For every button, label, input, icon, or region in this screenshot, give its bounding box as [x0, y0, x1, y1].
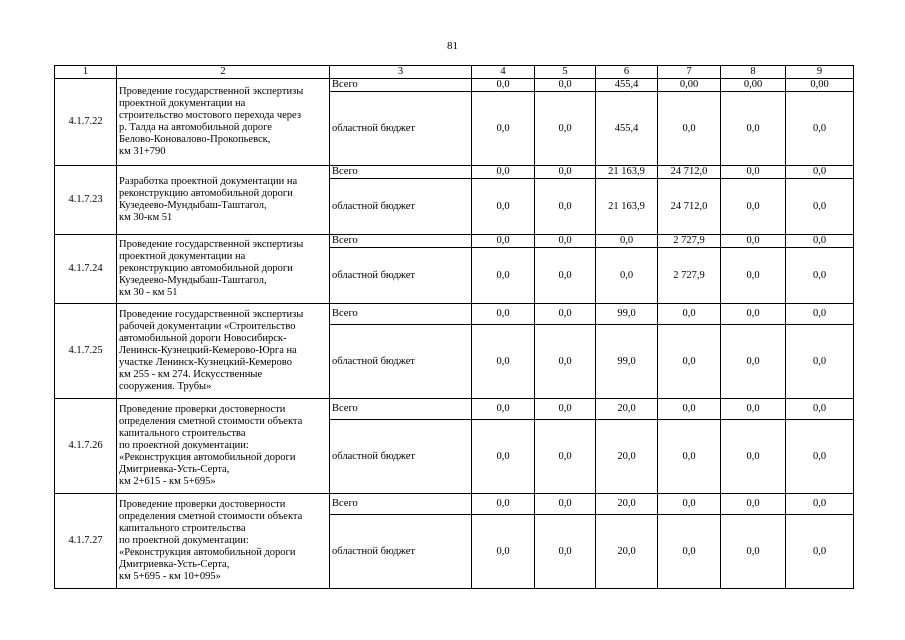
- column-header: 7: [658, 66, 721, 79]
- value-cell: 24 712,0: [658, 166, 721, 179]
- value-cell: 20,0: [596, 420, 658, 494]
- description-line: км 30-км 51: [119, 212, 173, 223]
- value-cell: 0,0: [721, 420, 786, 494]
- value-cell: 0,0: [658, 399, 721, 420]
- description-line: реконструкцию автомобильной дороги: [119, 263, 293, 274]
- value-cell: 0,0: [472, 515, 535, 589]
- description-line: км 5+695 - км 10+095»: [119, 571, 221, 582]
- value-cell: 0,0: [472, 79, 535, 92]
- value-cell: 0,0: [786, 399, 854, 420]
- description-line: Кузедеево-Мундыбаш-Таштагол,: [119, 275, 267, 286]
- value-cell: 0,0: [721, 399, 786, 420]
- column-header: 3: [330, 66, 472, 79]
- value-cell: 0,0: [721, 248, 786, 304]
- column-header: 2: [117, 66, 330, 79]
- description-line: проектной документации на: [119, 251, 246, 262]
- funding-source: областной бюджет: [330, 420, 472, 494]
- description-line: по проектной документации:: [119, 440, 249, 451]
- description-line: определения сметной стоимости объекта: [119, 511, 303, 522]
- funding-source: областной бюджет: [330, 515, 472, 589]
- value-cell: 0,0: [721, 92, 786, 166]
- value-cell: 0,0: [786, 420, 854, 494]
- item-code: 4.1.7.22: [55, 79, 117, 166]
- description-line: участке Ленинск-Кузнецкий-Кемерово: [119, 357, 292, 368]
- description-line: Дмитриевка-Усть-Серта,: [119, 464, 230, 475]
- value-cell: 0,0: [472, 179, 535, 235]
- value-cell: 0,0: [721, 166, 786, 179]
- value-cell: 0,0: [658, 494, 721, 515]
- value-cell: 455,4: [596, 92, 658, 166]
- description-line: р. Талда на автомобильной дороге: [119, 122, 272, 133]
- funding-source: Всего: [330, 304, 472, 325]
- description-line: капитального строительства: [119, 428, 246, 439]
- value-cell: 0,00: [721, 79, 786, 92]
- value-cell: 0,0: [535, 179, 596, 235]
- value-cell: 0,0: [721, 494, 786, 515]
- description-line: сооружения. Трубы»: [119, 381, 212, 392]
- value-cell: 0,0: [721, 515, 786, 589]
- value-cell: 0,0: [472, 420, 535, 494]
- funding-source: областной бюджет: [330, 179, 472, 235]
- item-description: [117, 494, 330, 589]
- item-code: 4.1.7.27: [55, 494, 117, 589]
- column-header: 8: [721, 66, 786, 79]
- description-line: «Реконструкция автомобильной дороги: [119, 547, 296, 558]
- description-line: Разработка проектной документации на: [119, 176, 298, 187]
- value-cell: 455,4: [596, 79, 658, 92]
- value-cell: 0,0: [472, 325, 535, 399]
- description-line: км 31+790: [119, 146, 166, 157]
- funding-source: областной бюджет: [330, 248, 472, 304]
- description-line: Проведение государственной экспертизы: [119, 86, 304, 97]
- value-cell: 0,0: [472, 92, 535, 166]
- funding-source: областной бюджет: [330, 92, 472, 166]
- description-line: «Реконструкция автомобильной дороги: [119, 452, 296, 463]
- page-number: 81: [447, 40, 458, 52]
- description-line: определения сметной стоимости объекта: [119, 416, 303, 427]
- item-description: [117, 304, 330, 399]
- description-line: Дмитриевка-Усть-Серта,: [119, 559, 230, 570]
- value-cell: 20,0: [596, 494, 658, 515]
- column-header: 6: [596, 66, 658, 79]
- value-cell: 0,0: [535, 248, 596, 304]
- funding-source: Всего: [330, 494, 472, 515]
- value-cell: 21 163,9: [596, 166, 658, 179]
- value-cell: 0,00: [786, 79, 854, 92]
- value-cell: 0,0: [721, 235, 786, 248]
- value-cell: 20,0: [596, 515, 658, 589]
- value-cell: 0,0: [786, 166, 854, 179]
- value-cell: 0,0: [535, 166, 596, 179]
- value-cell: 0,0: [658, 325, 721, 399]
- description-line: км 255 - км 274. Искусственные: [119, 369, 263, 380]
- value-cell: 0,00: [658, 79, 721, 92]
- funding-source: Всего: [330, 166, 472, 179]
- description-line: по проектной документации:: [119, 535, 249, 546]
- value-cell: 0,0: [721, 304, 786, 325]
- item-description: [117, 79, 330, 166]
- description-line: Проведение государственной экспертизы: [119, 309, 304, 320]
- value-cell: 0,0: [596, 248, 658, 304]
- value-cell: 0,0: [786, 304, 854, 325]
- funding-source: Всего: [330, 79, 472, 92]
- value-cell: 0,0: [658, 515, 721, 589]
- value-cell: 0,0: [535, 92, 596, 166]
- description-line: проектной документации на: [119, 98, 246, 109]
- description-line: Кузедеево-Мундыбаш-Таштагол,: [119, 200, 267, 211]
- table-row: [55, 166, 854, 179]
- value-cell: 0,0: [472, 235, 535, 248]
- value-cell: 0,0: [596, 235, 658, 248]
- value-cell: 0,0: [535, 235, 596, 248]
- value-cell: 0,0: [472, 399, 535, 420]
- value-cell: 99,0: [596, 304, 658, 325]
- value-cell: 0,0: [472, 248, 535, 304]
- column-header: 4: [472, 66, 535, 79]
- value-cell: 0,0: [786, 179, 854, 235]
- item-description: [117, 235, 330, 304]
- value-cell: 0,0: [721, 179, 786, 235]
- value-cell: 0,0: [472, 304, 535, 325]
- column-header: 5: [535, 66, 596, 79]
- table-row: [55, 494, 854, 515]
- description-line: Проведение государственной экспертизы: [119, 239, 304, 250]
- value-cell: 0,0: [535, 325, 596, 399]
- value-cell: 2 727,9: [658, 235, 721, 248]
- description-line: Проведение проверки достоверности: [119, 404, 286, 415]
- funding-source: Всего: [330, 399, 472, 420]
- value-cell: 0,0: [472, 166, 535, 179]
- value-cell: 0,0: [658, 304, 721, 325]
- value-cell: 0,0: [786, 494, 854, 515]
- value-cell: 0,0: [786, 92, 854, 166]
- value-cell: 24 712,0: [658, 179, 721, 235]
- value-cell: 0,0: [535, 420, 596, 494]
- value-cell: 0,0: [472, 494, 535, 515]
- value-cell: 0,0: [721, 325, 786, 399]
- value-cell: 99,0: [596, 325, 658, 399]
- value-cell: 20,0: [596, 399, 658, 420]
- funding-source: Всего: [330, 235, 472, 248]
- value-cell: 0,0: [658, 92, 721, 166]
- item-code: 4.1.7.25: [55, 304, 117, 399]
- description-line: автомобильной дороги Новосибирск-: [119, 333, 287, 344]
- item-description: [117, 166, 330, 235]
- description-line: реконструкцию автомобильной дороги: [119, 188, 293, 199]
- item-description: [117, 399, 330, 494]
- value-cell: 0,0: [658, 420, 721, 494]
- header-row: [55, 66, 854, 79]
- description-line: Ленинск-Кузнецкий-Кемерово-Юрга на: [119, 345, 297, 356]
- description-line: км 2+615 - км 5+695»: [119, 476, 216, 487]
- description-line: капитального строительства: [119, 523, 246, 534]
- value-cell: 0,0: [535, 79, 596, 92]
- description-line: Белово-Коновалово-Прокопьевск,: [119, 134, 271, 145]
- table-row: [55, 235, 854, 248]
- table-row: [55, 304, 854, 325]
- item-code: 4.1.7.24: [55, 235, 117, 304]
- description-line: км 30 - км 51: [119, 287, 178, 298]
- value-cell: 2 727,9: [658, 248, 721, 304]
- item-code: 4.1.7.23: [55, 166, 117, 235]
- funding-source: областной бюджет: [330, 325, 472, 399]
- value-cell: 0,0: [535, 399, 596, 420]
- value-cell: 21 163,9: [596, 179, 658, 235]
- column-header: 1: [55, 66, 117, 79]
- value-cell: 0,0: [535, 515, 596, 589]
- value-cell: 0,0: [786, 515, 854, 589]
- description-line: Проведение проверки достоверности: [119, 499, 286, 510]
- table-row: [55, 399, 854, 420]
- value-cell: 0,0: [786, 248, 854, 304]
- item-code: 4.1.7.26: [55, 399, 117, 494]
- table-row: [55, 79, 854, 92]
- budget-table: [54, 65, 854, 589]
- value-cell: 0,0: [786, 235, 854, 248]
- value-cell: 0,0: [786, 325, 854, 399]
- description-line: строительство мостового перехода через: [119, 110, 301, 121]
- value-cell: 0,0: [535, 494, 596, 515]
- description-line: рабочей документации «Строительство: [119, 321, 296, 332]
- column-header: 9: [786, 66, 854, 79]
- value-cell: 0,0: [535, 304, 596, 325]
